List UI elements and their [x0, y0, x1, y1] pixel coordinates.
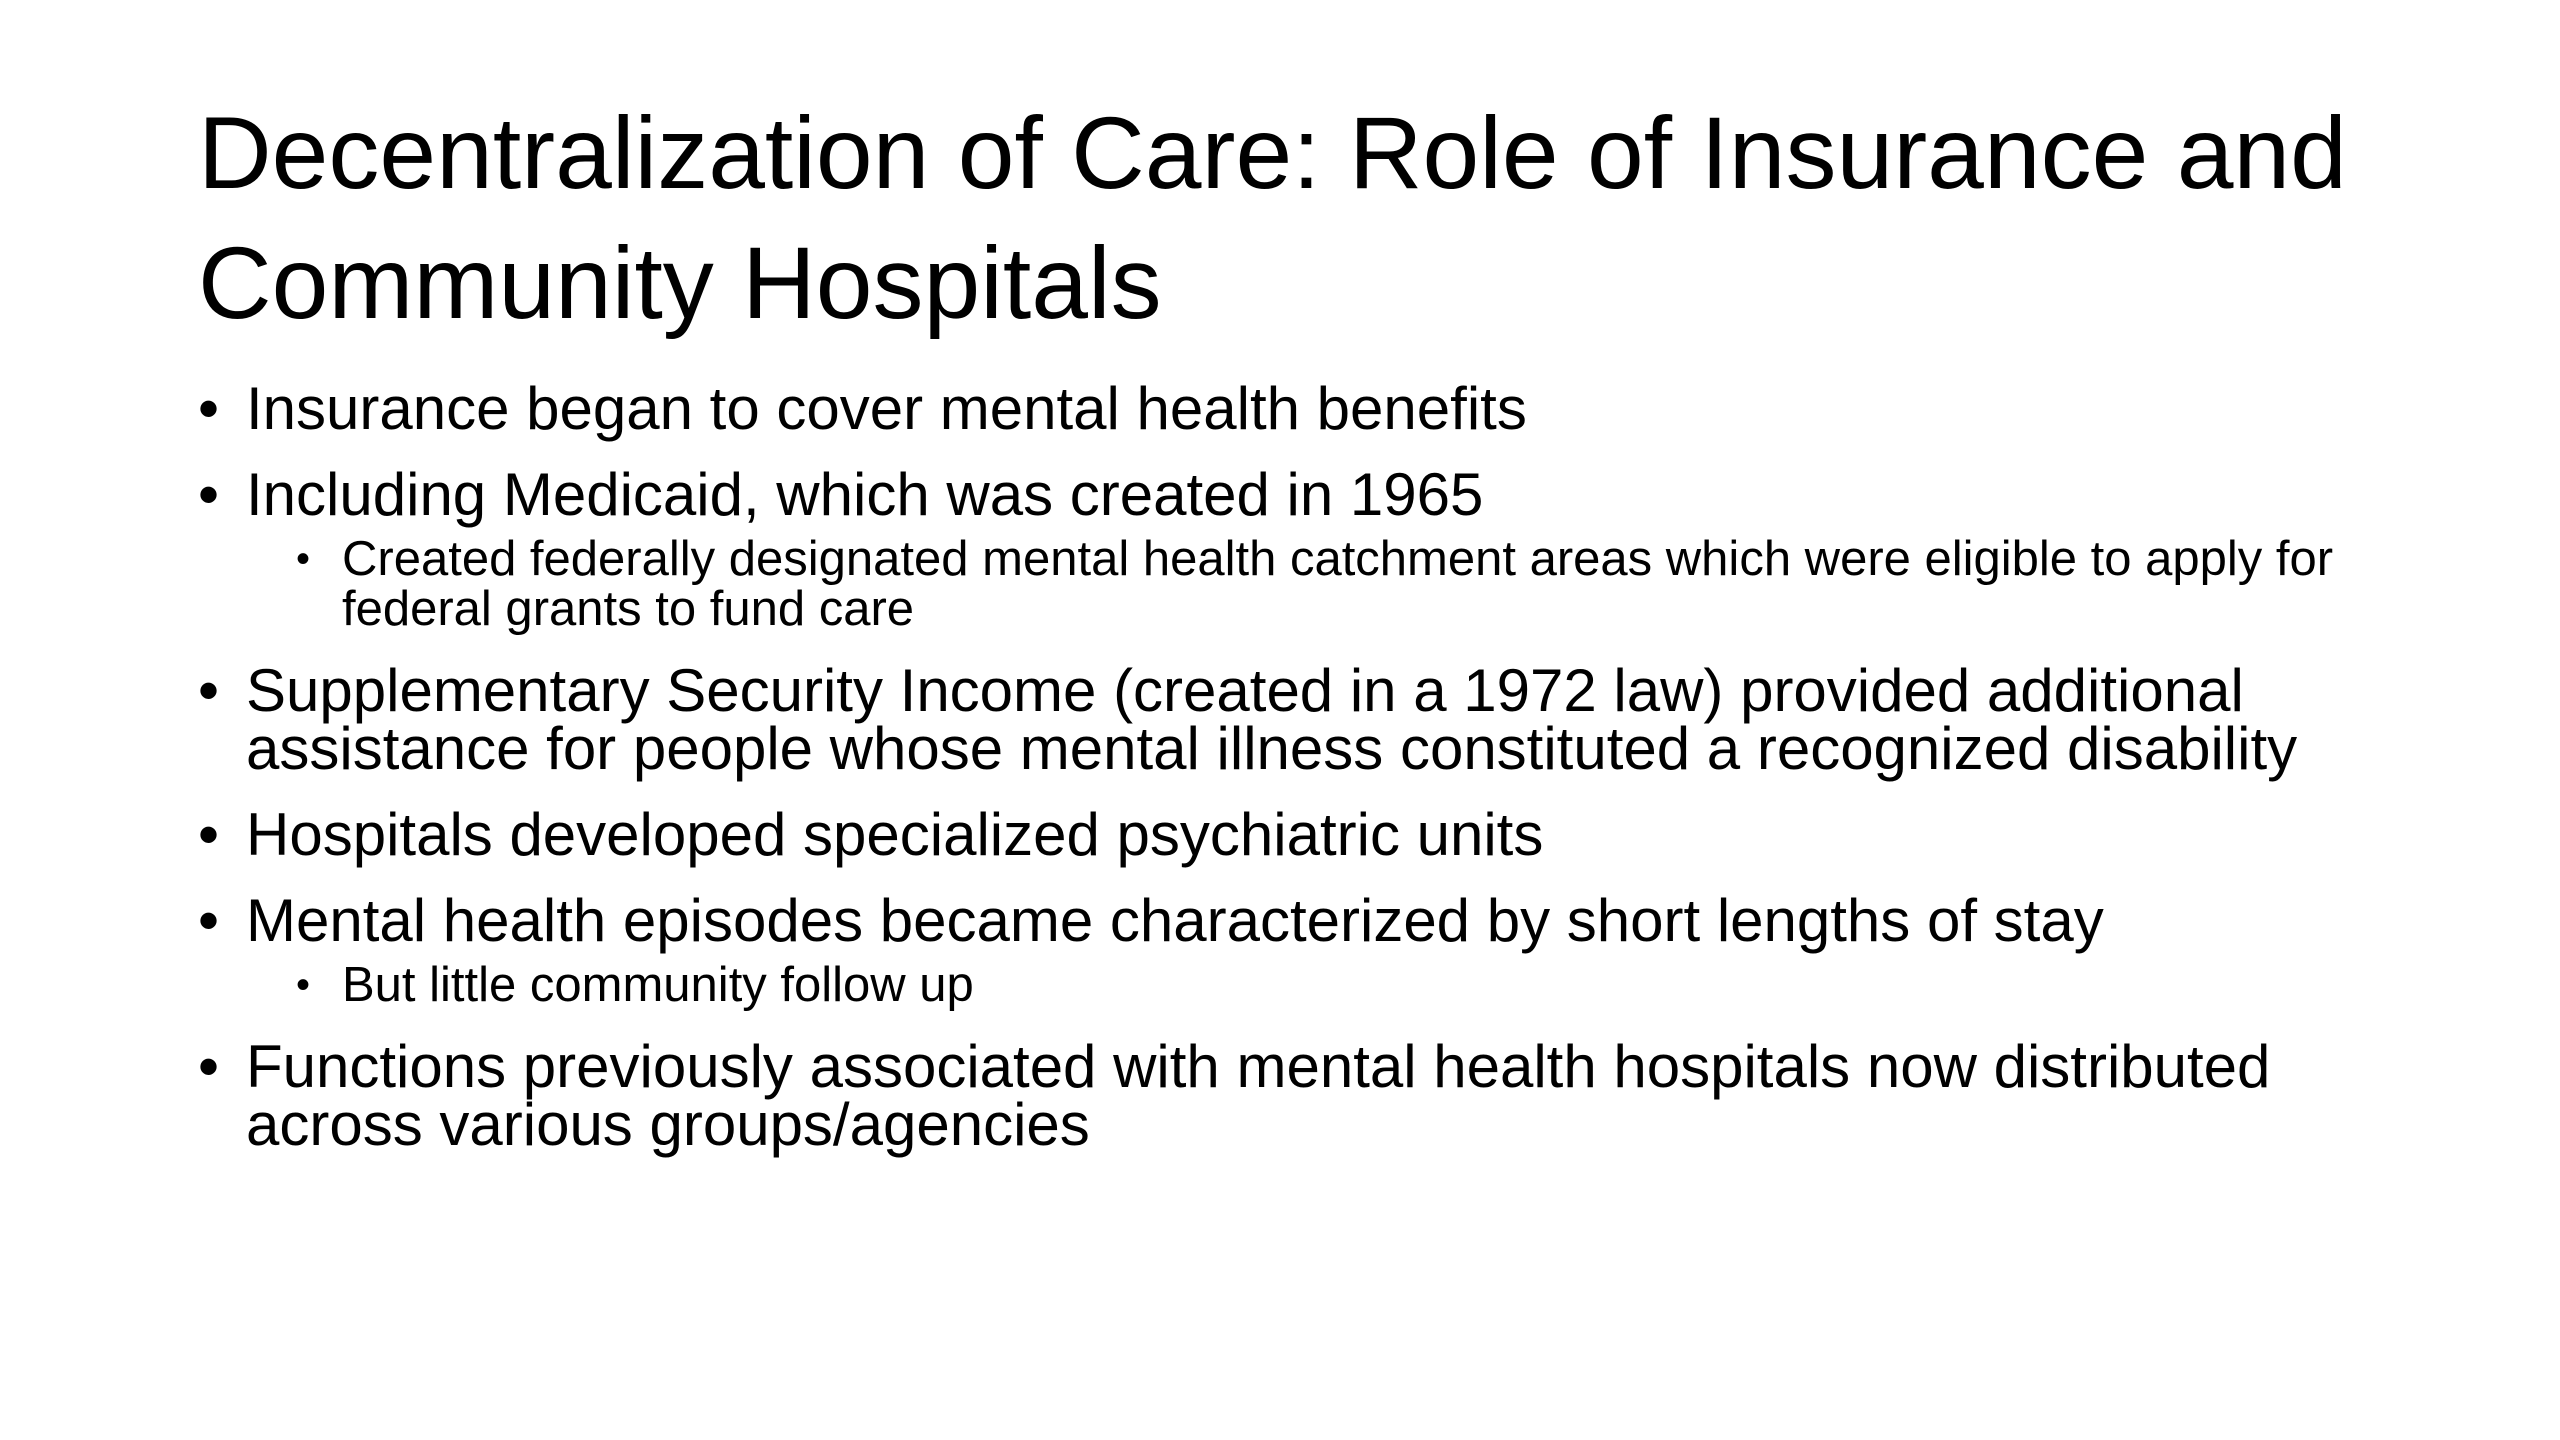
bullet-text: Hospitals developed specialized psychiatric units [246, 801, 1544, 868]
bullet-item [198, 657, 2458, 782]
bullet-item [198, 375, 2458, 442]
bullet-dot: • [198, 1033, 220, 1100]
sub-bullet-list [246, 960, 2458, 1010]
bullet-dot: • [198, 461, 220, 528]
sub-bullet-text: But little community follow up [342, 958, 974, 1012]
sub-bullet-dot: • [296, 963, 311, 1007]
bullet-item [198, 887, 2458, 1012]
slide-title: Decentralization of Care: Role of Insurance and Community Hospitals [198, 96, 2347, 340]
bullet-item [198, 801, 2458, 868]
bullet-dot: • [198, 375, 220, 442]
bullet-item [198, 461, 2458, 636]
bullet-text: Mental health episodes became characterized by short lengths of stay [246, 887, 2104, 954]
sub-bullet-item [296, 960, 2458, 1010]
sub-bullet-dot: • [296, 537, 311, 581]
sub-bullet-text: Created federally designated mental health catchment areas which were eligible to apply for federal grants to fund care [342, 532, 2334, 636]
bullet-dot: • [198, 887, 220, 954]
bullet-text: Supplementary Security Income (created in a 1972 law) provided additional assistance for people whose mental illness constituted a recognized disability [246, 657, 2298, 782]
bullet-text: Insurance began to cover mental health benefits [246, 375, 1527, 442]
bullet-dot: • [198, 801, 220, 868]
sub-bullet-item [296, 534, 2458, 634]
bullet-dot: • [198, 657, 220, 724]
sub-bullet-list [246, 534, 2458, 634]
bullet-text: Including Medicaid, which was created in 1965 [246, 461, 1484, 528]
bullet-list [198, 375, 2458, 1182]
bullet-text: Functions previously associated with mental health hospitals now distributed across various groups/agencies [246, 1033, 2271, 1158]
bullet-item [198, 1033, 2458, 1158]
